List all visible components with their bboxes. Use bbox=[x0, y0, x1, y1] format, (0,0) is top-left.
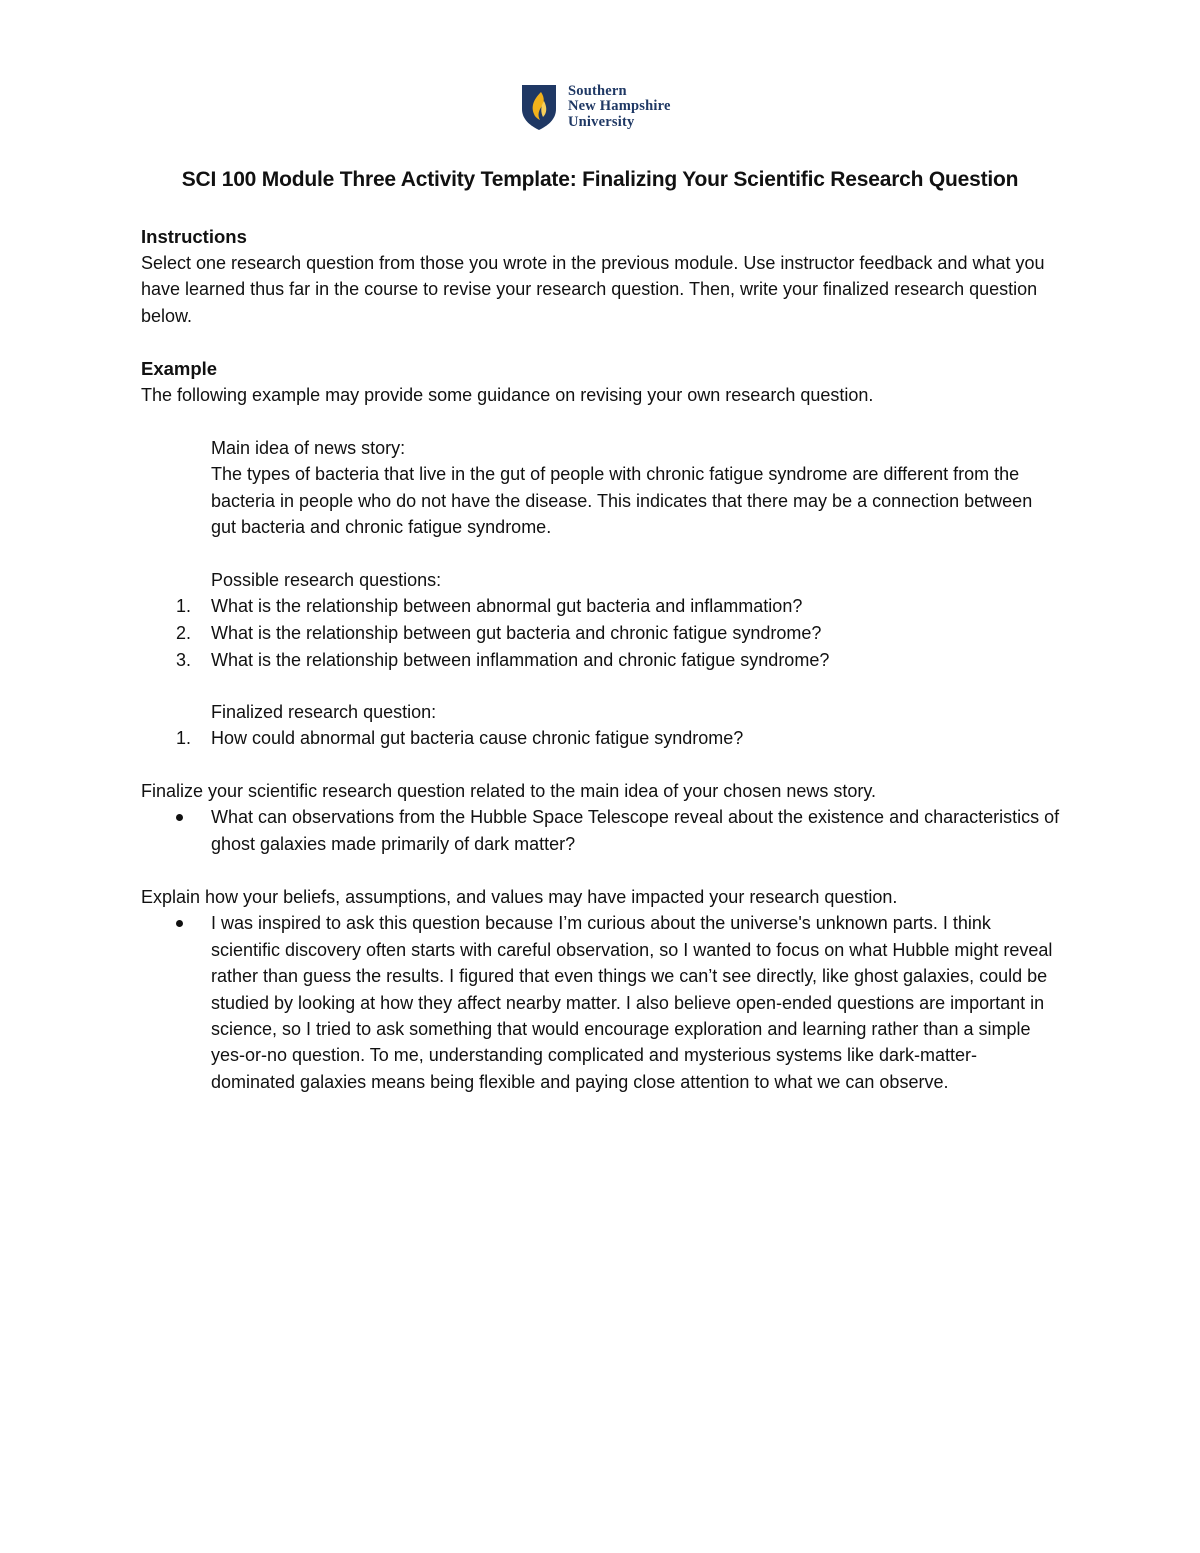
finalized-question-label: Finalized research question: bbox=[211, 702, 437, 722]
university-logo bbox=[520, 82, 671, 132]
example-heading: Example bbox=[141, 358, 218, 379]
document-title: SCI 100 Module Three Activity Template: Finalizing Your Scientific Research Question bbox=[181, 168, 1019, 191]
instructions-section bbox=[141, 224, 1061, 329]
logo-line-3: University bbox=[568, 113, 635, 130]
main-idea-text: The types of bacteria that live in the gut of people with chronic fatigue syndrome are different from the bacteria in people who do not have the disease. This indicates that there may be a connection between gut bacteria and chronic fatigue syndrome. bbox=[211, 464, 1033, 538]
finalize-answer-list bbox=[141, 804, 1061, 857]
list-number: 1. bbox=[176, 728, 192, 749]
logo-line-2: New Hampshire bbox=[568, 98, 671, 115]
list-item bbox=[140, 593, 1061, 620]
possible-questions-block bbox=[176, 567, 1061, 673]
list-number: 3. bbox=[176, 649, 192, 670]
snhu-shield-flame-icon bbox=[520, 83, 558, 131]
instructions-text: Select one research question from those you wrote in the previous module. Use instructor feedback and what you have learned thus far in the course to revise your research question. Then, write your finalized research question below. bbox=[141, 253, 1045, 326]
list-number: 1. bbox=[176, 596, 192, 617]
instructions-heading: Instructions bbox=[141, 226, 247, 247]
example-section bbox=[141, 356, 1061, 408]
list-item-text: What is the relationship between abnormal gut bacteria and inflammation? bbox=[211, 596, 803, 617]
explain-prompt: Explain how your beliefs, assumptions, and values may have impacted your research question. bbox=[141, 887, 898, 907]
list-item-text: What is the relationship between gut bacteria and chronic fatigue syndrome? bbox=[211, 623, 822, 643]
possible-questions-label: Possible research questions: bbox=[211, 570, 442, 590]
explain-section bbox=[141, 884, 1061, 1095]
finalize-prompt: Finalize your scientific research question related to the main idea of your chosen news story. bbox=[141, 781, 877, 801]
bullet-icon bbox=[176, 814, 183, 821]
logo-line-1: Southern bbox=[568, 82, 627, 99]
example-intro: The following example may provide some guidance on revising your own research question. bbox=[141, 385, 874, 405]
finalize-section bbox=[141, 778, 1061, 857]
explain-answer-list bbox=[141, 910, 1061, 1095]
list-item-text: How could abnormal gut bacteria cause chronic fatigue syndrome? bbox=[211, 728, 744, 749]
possible-questions-list bbox=[176, 593, 1061, 673]
list-item-text: What is the relationship between inflammation and chronic fatigue syndrome? bbox=[211, 649, 830, 670]
list-item bbox=[140, 620, 1061, 647]
list-item bbox=[140, 647, 1061, 674]
list-item bbox=[141, 804, 1061, 857]
main-idea-block bbox=[211, 435, 1061, 541]
bullet-icon bbox=[176, 920, 183, 927]
list-item bbox=[140, 725, 1061, 752]
finalized-questions-list bbox=[176, 725, 1061, 752]
list-number: 2. bbox=[176, 623, 192, 643]
finalized-question-block bbox=[176, 699, 1061, 752]
list-item bbox=[141, 910, 1061, 1095]
finalize-answer: What can observations from the Hubble Space Telescope reveal about the existence and characteristics of ghost galaxies made primarily of dark matter? bbox=[211, 807, 1060, 854]
explain-answer: I was inspired to ask this question because I’m curious about the universe's unknown parts. I think scientific discovery often starts with careful observation, so I wanted to focus on what Hubble might reveal rather than guess the results. I figured that even things we can’t see directly, like ghost galaxies, could be studied by looking at how they affect nearby matter. I also believe open-ended questions are important in science, so I tried to ask something that would encourage exploration and learning rather than a simple yes-or-no question. To me, understanding complicated and mysterious systems like dark-matter-dominated galaxies means being flexible and paying close attention to what we can observe. bbox=[211, 913, 1053, 1092]
main-idea-label: Main idea of news story: bbox=[211, 438, 406, 458]
logo-wordmark bbox=[568, 84, 671, 131]
